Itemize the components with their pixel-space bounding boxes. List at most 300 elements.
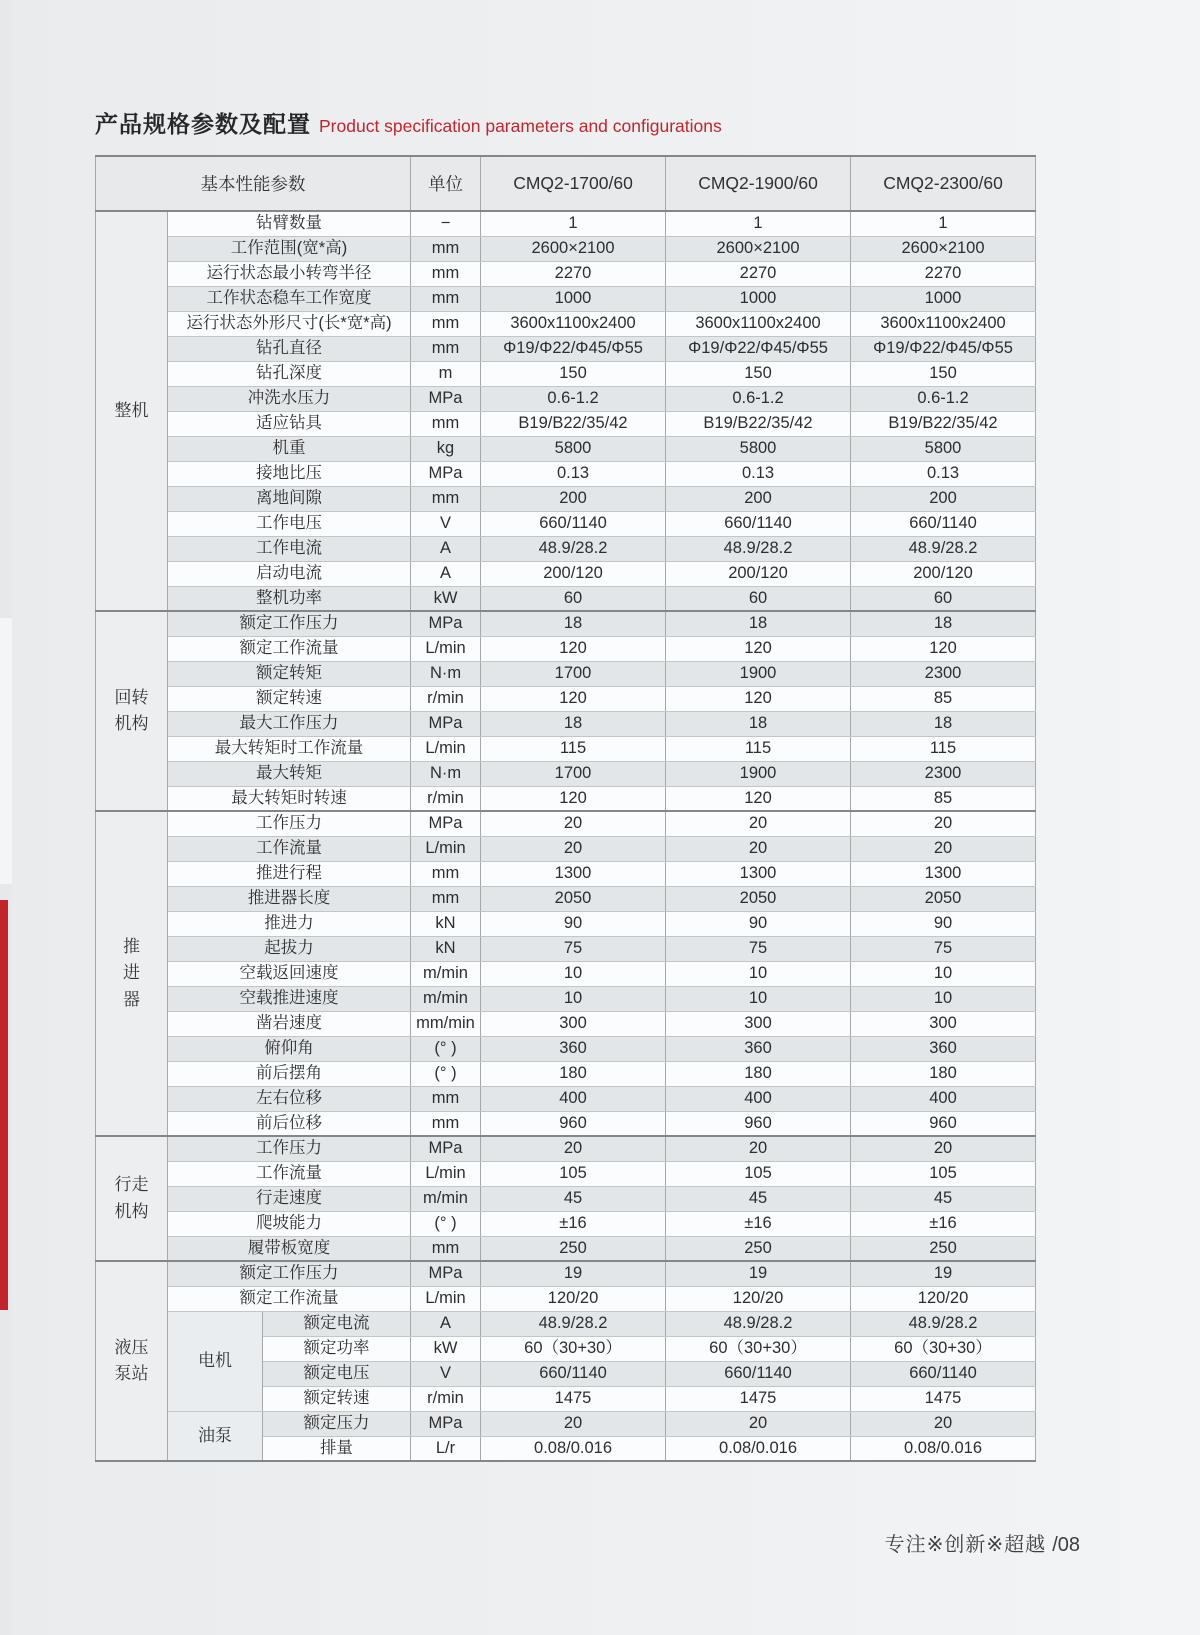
header-model-2: CMQ2-1900/60 — [666, 156, 851, 211]
table-row — [96, 486, 1036, 511]
table-row — [96, 361, 1036, 386]
group-cell: 整机 — [96, 211, 168, 611]
value-cell: 75 — [666, 936, 851, 961]
value-cell: 0.13 — [481, 461, 666, 486]
value-cell: 120/20 — [851, 1286, 1036, 1311]
unit-cell: MPa — [411, 1136, 481, 1161]
unit-cell: V — [411, 511, 481, 536]
unit-cell: (° ) — [411, 1061, 481, 1086]
value-cell: 120 — [851, 636, 1036, 661]
value-cell: 400 — [481, 1086, 666, 1111]
value-cell: 18 — [851, 711, 1036, 736]
table-row — [96, 1036, 1036, 1061]
table-row — [96, 411, 1036, 436]
unit-cell: mm — [411, 261, 481, 286]
table-row — [96, 1061, 1036, 1086]
unit-cell: L/min — [411, 736, 481, 761]
unit-cell: V — [411, 1361, 481, 1386]
unit-cell: MPa — [411, 1411, 481, 1436]
unit-cell: MPa — [411, 811, 481, 836]
value-cell: 1900 — [666, 761, 851, 786]
unit-cell: kW — [411, 1336, 481, 1361]
value-cell: 2600×2100 — [666, 236, 851, 261]
value-cell: 150 — [666, 361, 851, 386]
param-label-cell: 排量 — [263, 1436, 411, 1461]
table-row — [96, 561, 1036, 586]
value-cell: B19/B22/35/42 — [481, 411, 666, 436]
unit-cell: m — [411, 361, 481, 386]
param-label-cell: 额定压力 — [263, 1411, 411, 1436]
unit-cell: m/min — [411, 961, 481, 986]
table-row — [96, 1136, 1036, 1161]
value-cell: 20 — [666, 1411, 851, 1436]
value-cell: 200/120 — [851, 561, 1036, 586]
table-header-row — [96, 156, 1036, 211]
value-cell: 660/1140 — [481, 511, 666, 536]
table-row — [96, 311, 1036, 336]
value-cell: 120 — [481, 686, 666, 711]
param-label-cell: 前后位移 — [168, 1111, 411, 1136]
spec-table — [95, 155, 1036, 1462]
value-cell: 75 — [481, 936, 666, 961]
value-cell: B19/B22/35/42 — [666, 411, 851, 436]
value-cell: 2300 — [851, 761, 1036, 786]
unit-cell: mm/min — [411, 1011, 481, 1036]
header-model-3: CMQ2-2300/60 — [851, 156, 1036, 211]
param-label-cell: 离地间隙 — [168, 486, 411, 511]
unit-cell: r/min — [411, 786, 481, 811]
unit-cell: mm — [411, 236, 481, 261]
value-cell: 18 — [481, 711, 666, 736]
unit-cell: r/min — [411, 686, 481, 711]
value-cell: 180 — [666, 1061, 851, 1086]
value-cell: 19 — [481, 1261, 666, 1286]
page-title — [95, 106, 1095, 139]
param-label-cell: 接地比压 — [168, 461, 411, 486]
value-cell: 250 — [666, 1236, 851, 1261]
value-cell: 10 — [666, 986, 851, 1011]
value-cell: 660/1140 — [666, 1361, 851, 1386]
value-cell: 60 — [481, 586, 666, 611]
header-model-1: CMQ2-1700/60 — [481, 156, 666, 211]
table-row — [96, 886, 1036, 911]
value-cell: 300 — [666, 1011, 851, 1036]
value-cell: 90 — [666, 911, 851, 936]
unit-cell: mm — [411, 311, 481, 336]
value-cell: 2270 — [481, 261, 666, 286]
unit-cell: mm — [411, 411, 481, 436]
value-cell: 5800 — [481, 436, 666, 461]
table-row — [96, 1236, 1036, 1261]
value-cell: 0.08/0.016 — [666, 1436, 851, 1461]
value-cell: 20 — [851, 1411, 1036, 1436]
table-row — [96, 586, 1036, 611]
value-cell: 0.13 — [666, 461, 851, 486]
table-row — [96, 436, 1036, 461]
table-row — [96, 461, 1036, 486]
table-row — [96, 1211, 1036, 1236]
table-row — [96, 836, 1036, 861]
unit-cell: (° ) — [411, 1036, 481, 1061]
value-cell: 120/20 — [481, 1286, 666, 1311]
table-row — [96, 611, 1036, 636]
value-cell: 18 — [851, 611, 1036, 636]
value-cell: 18 — [666, 711, 851, 736]
param-label-cell: 凿岩速度 — [168, 1011, 411, 1036]
table-row — [96, 861, 1036, 886]
table-row — [96, 1411, 1036, 1436]
value-cell: ±16 — [666, 1211, 851, 1236]
value-cell: 1300 — [851, 861, 1036, 886]
value-cell: 2270 — [851, 261, 1036, 286]
value-cell: 20 — [851, 811, 1036, 836]
param-label-cell: 俯仰角 — [168, 1036, 411, 1061]
value-cell: 115 — [481, 736, 666, 761]
unit-cell: mm — [411, 886, 481, 911]
table-row — [96, 961, 1036, 986]
param-label-cell: 适应钻具 — [168, 411, 411, 436]
value-cell: 200/120 — [666, 561, 851, 586]
value-cell: 5800 — [851, 436, 1036, 461]
unit-cell: mm — [411, 286, 481, 311]
param-label-cell: 启动电流 — [168, 561, 411, 586]
table-row — [96, 1311, 1036, 1336]
table-row — [96, 736, 1036, 761]
value-cell: ±16 — [851, 1211, 1036, 1236]
value-cell: 200 — [851, 486, 1036, 511]
unit-cell: N·m — [411, 661, 481, 686]
value-cell: 360 — [666, 1036, 851, 1061]
table-row — [96, 511, 1036, 536]
value-cell: 3600x1100x2400 — [481, 311, 666, 336]
value-cell: 48.9/28.2 — [851, 1311, 1036, 1336]
group-cell: 回转 机构 — [96, 611, 168, 811]
value-cell: 10 — [851, 961, 1036, 986]
table-row — [96, 211, 1036, 236]
value-cell: 2050 — [481, 886, 666, 911]
value-cell: 120/20 — [666, 1286, 851, 1311]
value-cell: 18 — [481, 611, 666, 636]
unit-cell: mm — [411, 861, 481, 886]
param-label-cell: 工作流量 — [168, 1161, 411, 1186]
unit-cell: L/r — [411, 1436, 481, 1461]
unit-cell: L/min — [411, 1286, 481, 1311]
value-cell: 120 — [481, 636, 666, 661]
unit-cell: A — [411, 536, 481, 561]
unit-cell: A — [411, 1311, 481, 1336]
value-cell: 660/1140 — [481, 1361, 666, 1386]
value-cell: 20 — [481, 1411, 666, 1436]
param-label-cell: 空载推进速度 — [168, 986, 411, 1011]
unit-cell: (° ) — [411, 1211, 481, 1236]
param-label-cell: 推进力 — [168, 911, 411, 936]
value-cell: 150 — [851, 361, 1036, 386]
param-label-cell: 工作电压 — [168, 511, 411, 536]
unit-cell: kW — [411, 586, 481, 611]
unit-cell: m/min — [411, 1186, 481, 1211]
value-cell: 20 — [851, 836, 1036, 861]
unit-cell: MPa — [411, 461, 481, 486]
unit-cell: mm — [411, 486, 481, 511]
table-row — [96, 686, 1036, 711]
unit-cell: kN — [411, 911, 481, 936]
value-cell: 1700 — [481, 761, 666, 786]
value-cell: 2270 — [666, 261, 851, 286]
value-cell: 2050 — [666, 886, 851, 911]
param-label-cell: 额定工作流量 — [168, 636, 411, 661]
value-cell: 960 — [481, 1111, 666, 1136]
param-label-cell: 机重 — [168, 436, 411, 461]
value-cell: 60 — [851, 586, 1036, 611]
page-edge-highlight — [0, 618, 12, 884]
table-row — [96, 786, 1036, 811]
param-label-cell: 运行状态最小转弯半径 — [168, 261, 411, 286]
value-cell: 1000 — [666, 286, 851, 311]
value-cell: 200/120 — [481, 561, 666, 586]
param-label-cell: 钻孔深度 — [168, 361, 411, 386]
value-cell: 60（30+30） — [481, 1336, 666, 1361]
value-cell: 10 — [481, 986, 666, 1011]
unit-cell: MPa — [411, 711, 481, 736]
value-cell: 400 — [851, 1086, 1036, 1111]
param-label-cell: 履带板宽度 — [168, 1236, 411, 1261]
value-cell: 19 — [666, 1261, 851, 1286]
value-cell: 2600×2100 — [481, 236, 666, 261]
value-cell: 300 — [481, 1011, 666, 1036]
value-cell: 120 — [481, 786, 666, 811]
unit-cell: mm — [411, 1236, 481, 1261]
value-cell: 1000 — [481, 286, 666, 311]
table-row — [96, 711, 1036, 736]
value-cell: 0.08/0.016 — [851, 1436, 1036, 1461]
param-label-cell: 额定电流 — [263, 1311, 411, 1336]
value-cell: 1 — [851, 211, 1036, 236]
group-cell: 行走 机构 — [96, 1136, 168, 1261]
table-row — [96, 1011, 1036, 1036]
param-label-cell: 前后摆角 — [168, 1061, 411, 1086]
value-cell: 1475 — [851, 1386, 1036, 1411]
value-cell: 1 — [481, 211, 666, 236]
value-cell: Φ19/Φ22/Φ45/Φ55 — [851, 336, 1036, 361]
value-cell: 60（30+30） — [851, 1336, 1036, 1361]
param-label-cell: 钻孔直径 — [168, 336, 411, 361]
header-param-label: 基本性能参数 — [96, 156, 411, 211]
value-cell: 660/1140 — [851, 511, 1036, 536]
table-row — [96, 1186, 1036, 1211]
value-cell: 120 — [666, 686, 851, 711]
group-cell: 液压 泵站 — [96, 1261, 168, 1461]
value-cell: 48.9/28.2 — [666, 536, 851, 561]
unit-cell: A — [411, 561, 481, 586]
value-cell: ±16 — [481, 1211, 666, 1236]
value-cell: 2600×2100 — [851, 236, 1036, 261]
table-row — [96, 636, 1036, 661]
table-row — [96, 761, 1036, 786]
value-cell: 48.9/28.2 — [851, 536, 1036, 561]
value-cell: 20 — [481, 811, 666, 836]
table-row — [96, 911, 1036, 936]
value-cell: 150 — [481, 361, 666, 386]
value-cell: 5800 — [666, 436, 851, 461]
unit-cell: L/min — [411, 1161, 481, 1186]
param-label-cell: 推进器长度 — [168, 886, 411, 911]
value-cell: 1300 — [666, 861, 851, 886]
value-cell: 660/1140 — [851, 1361, 1036, 1386]
value-cell: 2050 — [851, 886, 1036, 911]
value-cell: 200 — [666, 486, 851, 511]
table-row — [96, 336, 1036, 361]
param-label-cell: 工作范围(宽*高) — [168, 236, 411, 261]
table-row — [96, 261, 1036, 286]
param-label-cell: 工作压力 — [168, 1136, 411, 1161]
param-label-cell: 额定功率 — [263, 1336, 411, 1361]
unit-cell: mm — [411, 1086, 481, 1111]
value-cell: 1475 — [666, 1386, 851, 1411]
value-cell: 960 — [851, 1111, 1036, 1136]
table-row — [96, 286, 1036, 311]
value-cell: 1000 — [851, 286, 1036, 311]
param-label-cell: 最大工作压力 — [168, 711, 411, 736]
value-cell: 2300 — [851, 661, 1036, 686]
value-cell: 1900 — [666, 661, 851, 686]
page-footer — [885, 1528, 1080, 1557]
param-label-cell: 最大转矩 — [168, 761, 411, 786]
table-row — [96, 986, 1036, 1011]
value-cell: 60（30+30） — [666, 1336, 851, 1361]
value-cell: 60 — [666, 586, 851, 611]
param-label-cell: 空载返回速度 — [168, 961, 411, 986]
param-label-cell: 起拔力 — [168, 936, 411, 961]
value-cell: 0.6-1.2 — [851, 386, 1036, 411]
red-accent-bar — [0, 900, 8, 1310]
param-label-cell: 推进行程 — [168, 861, 411, 886]
header-unit-label: 单位 — [411, 156, 481, 211]
value-cell: Φ19/Φ22/Φ45/Φ55 — [666, 336, 851, 361]
param-label-cell: 爬坡能力 — [168, 1211, 411, 1236]
value-cell: B19/B22/35/42 — [851, 411, 1036, 436]
unit-cell: kN — [411, 936, 481, 961]
table-row — [96, 536, 1036, 561]
value-cell: 200 — [481, 486, 666, 511]
param-label-cell: 额定转速 — [168, 686, 411, 711]
table-row — [96, 386, 1036, 411]
param-label-cell: 额定工作压力 — [168, 611, 411, 636]
value-cell: 48.9/28.2 — [481, 536, 666, 561]
value-cell: 0.6-1.2 — [481, 386, 666, 411]
value-cell: 400 — [666, 1086, 851, 1111]
param-label-cell: 额定工作压力 — [168, 1261, 411, 1286]
subgroup-cell: 油泵 — [168, 1411, 263, 1461]
value-cell: 105 — [666, 1161, 851, 1186]
value-cell: 180 — [481, 1061, 666, 1086]
subgroup-cell: 电机 — [168, 1311, 263, 1411]
value-cell: 45 — [666, 1186, 851, 1211]
value-cell: 75 — [851, 936, 1036, 961]
value-cell: 120 — [666, 636, 851, 661]
unit-cell: N·m — [411, 761, 481, 786]
unit-cell: m/min — [411, 986, 481, 1011]
value-cell: 20 — [666, 836, 851, 861]
param-label-cell: 最大转矩时转速 — [168, 786, 411, 811]
value-cell: 115 — [851, 736, 1036, 761]
param-label-cell: 额定电压 — [263, 1361, 411, 1386]
table-row — [96, 1086, 1036, 1111]
table-row — [96, 236, 1036, 261]
value-cell: 85 — [851, 686, 1036, 711]
table-row — [96, 661, 1036, 686]
value-cell: 120 — [666, 786, 851, 811]
table-row — [96, 811, 1036, 836]
value-cell: 10 — [666, 961, 851, 986]
param-label-cell: 整机功率 — [168, 586, 411, 611]
value-cell: Φ19/Φ22/Φ45/Φ55 — [481, 336, 666, 361]
value-cell: 45 — [851, 1186, 1036, 1211]
value-cell: 18 — [666, 611, 851, 636]
value-cell: 0.13 — [851, 461, 1036, 486]
value-cell: 48.9/28.2 — [666, 1311, 851, 1336]
value-cell: 19 — [851, 1261, 1036, 1286]
param-label-cell: 冲洗水压力 — [168, 386, 411, 411]
value-cell: 45 — [481, 1186, 666, 1211]
page-title-english: Product specification parameters and configurations — [319, 116, 722, 136]
unit-cell: MPa — [411, 1261, 481, 1286]
value-cell: 20 — [851, 1136, 1036, 1161]
param-label-cell: 额定转速 — [263, 1386, 411, 1411]
value-cell: 360 — [481, 1036, 666, 1061]
unit-cell: mm — [411, 336, 481, 361]
table-row — [96, 1161, 1036, 1186]
footer-page-number: /08 — [1052, 1534, 1080, 1556]
unit-cell: r/min — [411, 1386, 481, 1411]
param-label-cell: 运行状态外形尺寸(长*宽*高) — [168, 311, 411, 336]
param-label-cell: 工作电流 — [168, 536, 411, 561]
value-cell: 300 — [851, 1011, 1036, 1036]
param-label-cell: 最大转矩时工作流量 — [168, 736, 411, 761]
value-cell: 48.9/28.2 — [481, 1311, 666, 1336]
param-label-cell: 左右位移 — [168, 1086, 411, 1111]
value-cell: 180 — [851, 1061, 1036, 1086]
value-cell: 3600x1100x2400 — [851, 311, 1036, 336]
param-label-cell: 行走速度 — [168, 1186, 411, 1211]
table-row — [96, 936, 1036, 961]
value-cell: 1 — [666, 211, 851, 236]
value-cell: 0.6-1.2 — [666, 386, 851, 411]
value-cell: 20 — [666, 811, 851, 836]
value-cell: 1300 — [481, 861, 666, 886]
footer-slogan: 专注※创新※超越 — [884, 1534, 1047, 1556]
value-cell: 960 — [666, 1111, 851, 1136]
unit-cell: MPa — [411, 386, 481, 411]
value-cell: 0.08/0.016 — [481, 1436, 666, 1461]
param-label-cell: 额定工作流量 — [168, 1286, 411, 1311]
param-label-cell: 额定转矩 — [168, 661, 411, 686]
table-row — [96, 1261, 1036, 1286]
value-cell: 90 — [481, 911, 666, 936]
value-cell: 20 — [481, 836, 666, 861]
unit-cell: − — [411, 211, 481, 236]
value-cell: 85 — [851, 786, 1036, 811]
value-cell: 250 — [851, 1236, 1036, 1261]
unit-cell: mm — [411, 1111, 481, 1136]
value-cell: 20 — [666, 1136, 851, 1161]
unit-cell: L/min — [411, 636, 481, 661]
value-cell: 105 — [851, 1161, 1036, 1186]
table-body — [96, 211, 1036, 1461]
unit-cell: L/min — [411, 836, 481, 861]
value-cell: 360 — [851, 1036, 1036, 1061]
table-row — [96, 1111, 1036, 1136]
value-cell: 90 — [851, 911, 1036, 936]
